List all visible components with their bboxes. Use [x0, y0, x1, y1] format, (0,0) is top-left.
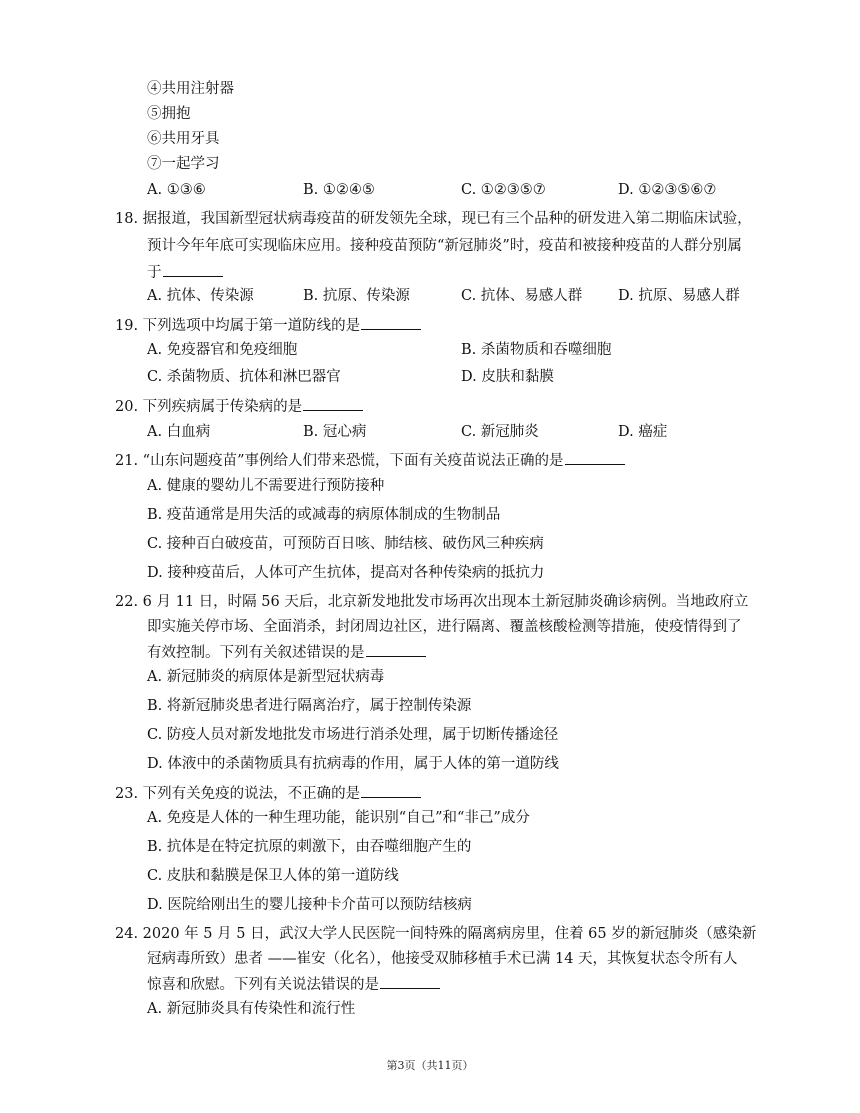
q23-stem-text: 23. 下列有关免疫的说法，不正确的是	[115, 786, 361, 802]
q20-stem-text: 20. 下列疾病属于传染病的是	[115, 399, 303, 415]
q22-option-a: A. 新冠肺炎的病原体是新型冠状病毒	[147, 669, 385, 685]
prev-option-c: C. ①②③⑤⑦	[461, 182, 546, 198]
q20-option-c: C. 新冠肺炎	[461, 424, 539, 440]
q24-line-2: 冠病毒所致）患者 ——崔安（化名），他接受双肺移植手术已满 14 天，其恢复状态令所有人	[147, 951, 738, 967]
q22-line-3	[147, 642, 426, 663]
prev-item-4: ④共用注射器	[147, 81, 234, 97]
q24-line-3	[147, 974, 440, 995]
q23-stem	[115, 783, 421, 804]
answer-blank[interactable]	[361, 783, 421, 798]
q19-option-a: A. 免疫器官和免疫细胞	[147, 342, 298, 358]
prev-item-5: ⑤拥抱	[147, 106, 191, 122]
prev-option-d: D. ①②③⑤⑥⑦	[618, 182, 717, 198]
q21-option-d: D. 接种疫苗后，人体可产生抗体，提高对各种传染病的抵抗力	[147, 565, 545, 581]
q22-line-1: 22. 6 月 11 日，时隔 56 天后，北京新发地批发市场再次出现本土新冠肺炎确诊病例。当地政府立	[115, 594, 749, 610]
q18-option-c: C. 抗体、易感人群	[461, 288, 583, 304]
q20-option-d: D. 癌症	[618, 424, 668, 440]
q21-option-c: C. 接种百白破疫苗，可预防百日咳、肺结核、破伤风三种疾病	[147, 536, 544, 552]
q20-option-b: B. 冠心病	[303, 424, 367, 440]
q18-line-1: 18. 据报道，我国新型冠状病毒疫苗的研发领先全球，现已有三个品种的研发进入第二期临床试验，	[115, 211, 752, 227]
q18-option-a: A. 抗体、传染源	[147, 288, 254, 304]
answer-blank[interactable]	[303, 396, 363, 411]
q19-stem-text: 19. 下列选项中均属于第一道防线的是	[115, 318, 361, 334]
q22-option-d: D. 体液中的杀菌物质具有抗病毒的作用，属于人体的第一道防线	[147, 756, 559, 772]
q21-stem	[115, 450, 625, 471]
answer-blank[interactable]	[361, 315, 421, 330]
q23-option-c: C. 皮肤和黏膜是保卫人体的第一道防线	[147, 868, 399, 884]
q19-option-d: D. 皮肤和黏膜	[461, 369, 554, 385]
prev-item-7: ⑦一起学习	[147, 156, 220, 172]
prev-item-6: ⑥共用牙具	[147, 131, 220, 147]
q22-stem-end: 有效控制。下列有关叙述错误的是	[147, 645, 365, 661]
q18-option-d: D. 抗原、易感人群	[618, 288, 740, 304]
answer-blank[interactable]	[366, 642, 426, 657]
q19-option-b: B. 杀菌物质和吞噬细胞	[461, 342, 612, 358]
q20-option-a: A. 白血病	[147, 424, 211, 440]
q22-option-b: B. 将新冠肺炎患者进行隔离治疗，属于控制传染源	[147, 698, 472, 714]
q18-option-b: B. 抗原、传染源	[303, 288, 410, 304]
q20-stem	[115, 396, 363, 417]
answer-blank[interactable]	[163, 262, 223, 277]
q21-option-a: A. 健康的婴幼儿不需要进行预防接种	[147, 478, 385, 494]
q23-option-d: D. 医院给刚出生的婴儿接种卡介苗可以预防结核病	[147, 897, 472, 913]
q18-stem-end: 于	[147, 265, 162, 281]
q22-line-2: 即实施关停市场、全面消杀，封闭周边社区，进行隔离、覆盖核酸检测等措施，使疫情得到了	[147, 619, 742, 635]
q22-option-c: C. 防疫人员对新发地批发市场进行消杀处理，属于切断传播途径	[147, 727, 559, 743]
q18-line-2: 预计今年年底可实现临床应用。接种疫苗预防“新冠肺炎”时，疫苗和被接种疫苗的人群分别属	[147, 238, 742, 254]
q21-stem-text: 21. “山东问题疫苗”事例给人们带来恐慌，下面有关疫苗说法正确的是	[115, 453, 564, 469]
prev-option-a: A. ①③⑥	[147, 182, 206, 198]
answer-blank[interactable]	[565, 450, 625, 465]
q23-option-a: A. 免疫是人体的一种生理功能，能识别“自己”和“非己”成分	[147, 810, 530, 826]
answer-blank[interactable]	[380, 974, 440, 989]
q24-line-1: 24. 2020 年 5 月 5 日，武汉大学人民医院一间特殊的隔离病房里，住着 65 岁的新冠肺炎（感染新	[115, 926, 757, 942]
q23-option-b: B. 抗体是在特定抗原的刺激下，由吞噬细胞产生的	[147, 839, 472, 855]
prev-option-b: B. ①②④⑤	[303, 182, 375, 198]
q21-option-b: B. 疫苗通常是用失活的或减毒的病原体制成的生物制品	[147, 507, 501, 523]
q19-option-c: C. 杀菌物质、抗体和淋巴器官	[147, 369, 341, 385]
q19-stem	[115, 315, 421, 336]
page-number: 第3页（共11页）	[386, 1059, 474, 1072]
q24-option-a: A. 新冠肺炎具有传染性和流行性	[147, 1001, 356, 1017]
q24-stem-end: 惊喜和欣慰。下列有关说法错误的是	[147, 977, 379, 993]
q18-line-3	[147, 262, 223, 283]
